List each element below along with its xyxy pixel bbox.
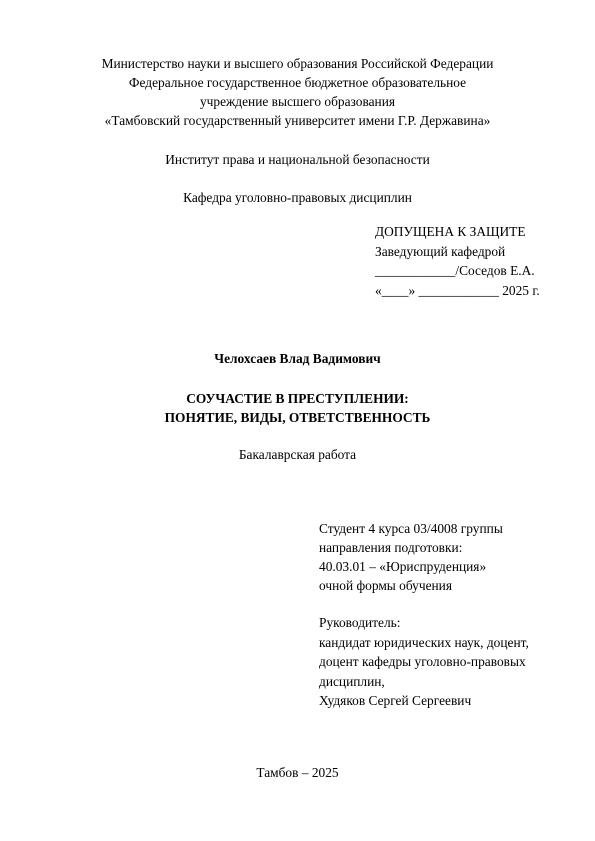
ministry-line: Федеральное государственное бюджетное образовательное xyxy=(128,75,467,90)
thesis-title xyxy=(0,389,595,427)
student-line: направления подготовки: xyxy=(319,540,463,555)
student-line: Студент 4 курса 03/4008 группы xyxy=(319,521,503,536)
supervisor-label: Руководитель: xyxy=(319,615,401,630)
supervisor-info xyxy=(319,613,529,711)
work-type: Бакалаврская работа xyxy=(238,447,357,462)
supervisor-name: Худяков Сергей Сергеевич xyxy=(319,693,472,708)
ministry-header xyxy=(0,54,595,130)
supervisor-line: доцент кафедры уголовно-правовых xyxy=(319,654,526,669)
approval-date-line: «____» ____________ 2025 г. xyxy=(375,282,540,298)
approval-status: ДОПУЩЕНА К ЗАЩИТЕ xyxy=(375,224,526,239)
thesis-title-line: ПОНЯТИЕ, ВИДЫ, ОТВЕТСТВЕННОСТЬ xyxy=(164,410,431,425)
department-name: Кафедра уголовно-правовых дисциплин xyxy=(183,190,412,205)
student-line: 40.03.01 – «Юриспруденция» xyxy=(319,559,487,574)
author-name: Челохсаев Влад Вадимович xyxy=(214,351,381,366)
approval-signature-line: ____________/Соседов Е.А. xyxy=(375,263,535,278)
student-line: очной формы обучения xyxy=(319,578,453,593)
supervisor-line: дисциплин, xyxy=(319,673,385,689)
supervisor-line: кандидат юридических наук, доцент, xyxy=(319,634,529,650)
city-year: Тамбов – 2025 xyxy=(256,765,339,780)
ministry-line: Министерство науки и высшего образования Российской Федерации xyxy=(101,56,494,71)
thesis-title-line: СОУЧАСТИЕ В ПРЕСТУПЛЕНИИ: xyxy=(186,391,409,406)
approval-role: Заведующий кафедрой xyxy=(375,243,506,259)
ministry-line: учреждение высшего образования xyxy=(199,94,396,109)
approval-block xyxy=(375,222,540,300)
student-info xyxy=(319,519,503,595)
institute-name: Институт права и национальной безопасности xyxy=(165,152,430,167)
university-name: «Тамбовский государственный университет имени Г.Р. Державина» xyxy=(104,113,491,128)
